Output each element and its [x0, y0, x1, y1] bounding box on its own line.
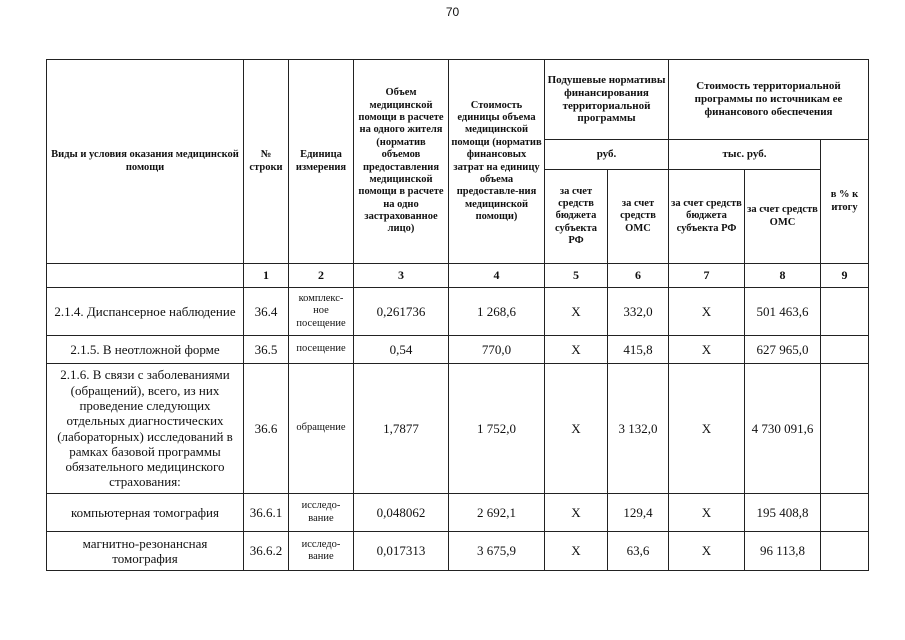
- colnum-cell: 7: [669, 264, 745, 288]
- row-pct: [821, 288, 869, 336]
- header-program-cost-group: Стоимость территориальной программы по источникам ее финансового обеспечения: [669, 60, 869, 140]
- header-line-number: № строки: [244, 60, 289, 264]
- row-pct: [821, 494, 869, 532]
- table-row: [47, 288, 869, 336]
- table-row: [47, 494, 869, 532]
- colnum-cell: 5: [545, 264, 608, 288]
- row-name: компьютерная томография: [47, 494, 244, 532]
- row-volume: 1,7877: [354, 364, 449, 494]
- row-unit: посещение: [289, 336, 354, 364]
- header-percent-total: в % к итогу: [821, 140, 869, 264]
- header-rub-budget: за счет средств бюджета субъекта РФ: [545, 170, 608, 264]
- row-unit: исследо-вание: [289, 532, 354, 571]
- page-number: 70: [445, 5, 460, 19]
- row-pct: [821, 336, 869, 364]
- header-thous-oms: за счет средств ОМС: [745, 170, 821, 264]
- row-rub-oms: 129,4: [608, 494, 669, 532]
- row-thous-budget: Х: [669, 364, 745, 494]
- row-rub-oms: 3 132,0: [608, 364, 669, 494]
- row-name: магнитно-резонансная томография: [47, 532, 244, 571]
- colnum-cell: 9: [821, 264, 869, 288]
- row-line: 36.5: [244, 336, 289, 364]
- colnum-cell: 3: [354, 264, 449, 288]
- row-line: 36.6.1: [244, 494, 289, 532]
- row-thous-budget: Х: [669, 336, 745, 364]
- colnum-cell: 2: [289, 264, 354, 288]
- row-thous-oms: 4 730 091,6: [745, 364, 821, 494]
- header-thous-budget: за счет средств бюджета субъекта РФ: [669, 170, 745, 264]
- table-row: [47, 532, 869, 571]
- row-thous-budget: Х: [669, 532, 745, 571]
- header-volume: Объем медицинской помощи в расчете на одного жителя (норматив объемов предоставления медицинской помощи в расчете на одно застрахованное лицо): [354, 60, 449, 264]
- row-rub-oms: 415,8: [608, 336, 669, 364]
- row-unit: комплекс-ное посещение: [289, 288, 354, 336]
- row-rub-oms: 63,6: [608, 532, 669, 571]
- row-volume: 0,261736: [354, 288, 449, 336]
- row-rub-budget: Х: [545, 494, 608, 532]
- header-per-capita-group: Подушевые нормативы финансирования территориальной программы: [545, 60, 669, 140]
- row-volume: 0,54: [354, 336, 449, 364]
- header-unit-cost: Стоимость единицы объема медицинской помощи (норматив финансовых затрат на единицу объема предоставле-ния медицинской помощи): [449, 60, 545, 264]
- row-volume: 0,017313: [354, 532, 449, 571]
- row-pct: [821, 532, 869, 571]
- colnum-cell: 1: [244, 264, 289, 288]
- row-name: 2.1.4. Диспансерное наблюдение: [47, 288, 244, 336]
- row-volume: 0,048062: [354, 494, 449, 532]
- row-unit: исследо-вание: [289, 494, 354, 532]
- row-rub-budget: Х: [545, 336, 608, 364]
- row-thous-oms: 96 113,8: [745, 532, 821, 571]
- row-unit-cost: 770,0: [449, 336, 545, 364]
- row-unit: обращение: [289, 364, 354, 494]
- row-unit-cost: 1 268,6: [449, 288, 545, 336]
- row-unit-cost: 1 752,0: [449, 364, 545, 494]
- row-unit-cost: 3 675,9: [449, 532, 545, 571]
- row-thous-oms: 627 965,0: [745, 336, 821, 364]
- row-unit-cost: 2 692,1: [449, 494, 545, 532]
- colnum-cell: 6: [608, 264, 669, 288]
- row-name: 2.1.6. В связи с заболеваниями (обращений), всего, из них проведение следующих отдельных диагностических (лабораторных) исследований в рамках базовой программы обязательного медицинского страхования:: [47, 364, 244, 494]
- colnum-cell: 8: [745, 264, 821, 288]
- row-thous-oms: 195 408,8: [745, 494, 821, 532]
- colnum-cell: [47, 264, 244, 288]
- row-line: 36.6.2: [244, 532, 289, 571]
- row-pct: [821, 364, 869, 494]
- row-line: 36.4: [244, 288, 289, 336]
- header-rub-oms: за счет средств ОМС: [608, 170, 669, 264]
- row-rub-budget: Х: [545, 364, 608, 494]
- healthcare-financing-table: [46, 59, 869, 571]
- row-thous-budget: Х: [669, 288, 745, 336]
- row-thous-oms: 501 463,6: [745, 288, 821, 336]
- colnum-cell: 4: [449, 264, 545, 288]
- table-row: [47, 336, 869, 364]
- header-service-types: Виды и условия оказания медицинской помощи: [47, 60, 244, 264]
- header-rub: руб.: [545, 140, 669, 170]
- row-thous-budget: Х: [669, 494, 745, 532]
- row-rub-budget: Х: [545, 288, 608, 336]
- row-rub-budget: Х: [545, 532, 608, 571]
- row-name: 2.1.5. В неотложной форме: [47, 336, 244, 364]
- table-row: [47, 364, 869, 494]
- row-rub-oms: 332,0: [608, 288, 669, 336]
- row-line: 36.6: [244, 364, 289, 494]
- header-thous-rub: тыс. руб.: [669, 140, 821, 170]
- header-unit: Единица измерения: [289, 60, 354, 264]
